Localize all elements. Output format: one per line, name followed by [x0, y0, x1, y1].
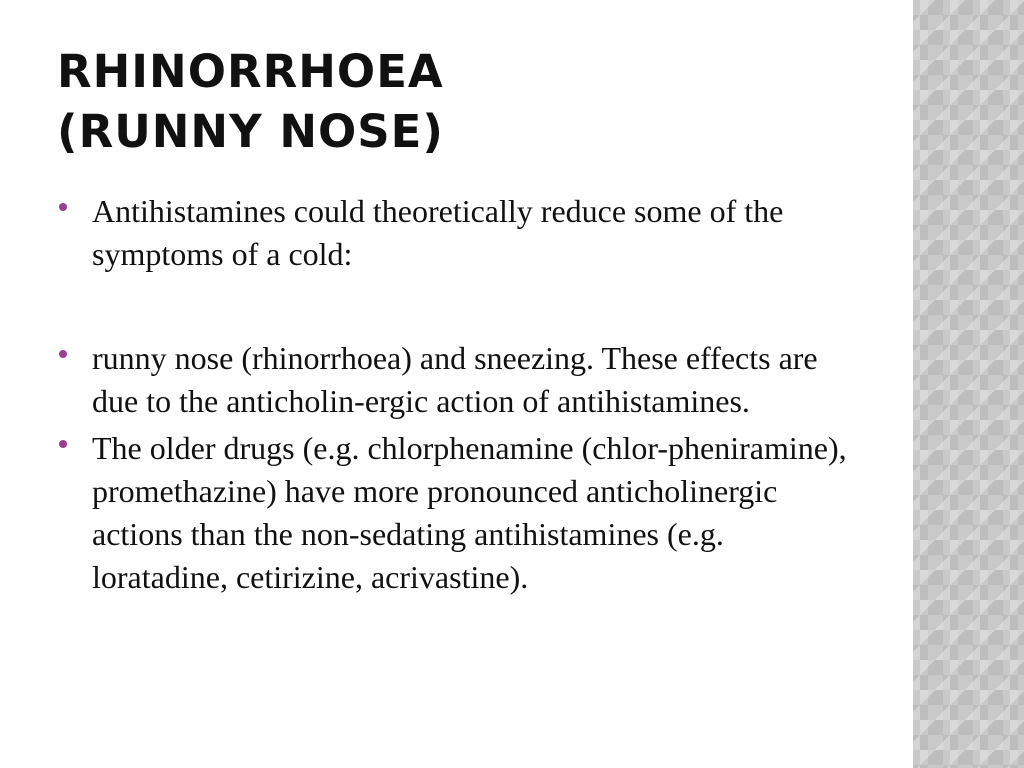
- bullet-list: [57, 190, 857, 599]
- title-line-1: RHINORRHOEA: [57, 45, 444, 98]
- round-bullet-icon: [59, 350, 67, 358]
- bullet-text: Antihistamines could theoretically reduce some of the symptoms of a cold:: [92, 193, 784, 272]
- round-bullet-icon: [59, 440, 67, 448]
- round-bullet-icon: [59, 203, 67, 211]
- title-line-2: (RUNNY NOSE): [57, 105, 444, 158]
- bullet-text: runny nose (rhinorrhoea) and sneezing. These effects are due to the anticholin-ergic action of antihistamines.: [92, 340, 818, 419]
- bullet-item: [57, 427, 857, 599]
- bullet-item: [57, 337, 857, 423]
- bullet-item: [57, 190, 857, 276]
- bullet-text: The older drugs (e.g. chlorphenamine (chlor-pheniramine), promethazine) have more pronounced anticholinergic actions than the non-sedating antihistamines (e.g. loratadine, cetirizine, acrivastine).: [92, 430, 847, 595]
- slide-title: [57, 42, 877, 162]
- decorative-side-panel: [913, 0, 1024, 768]
